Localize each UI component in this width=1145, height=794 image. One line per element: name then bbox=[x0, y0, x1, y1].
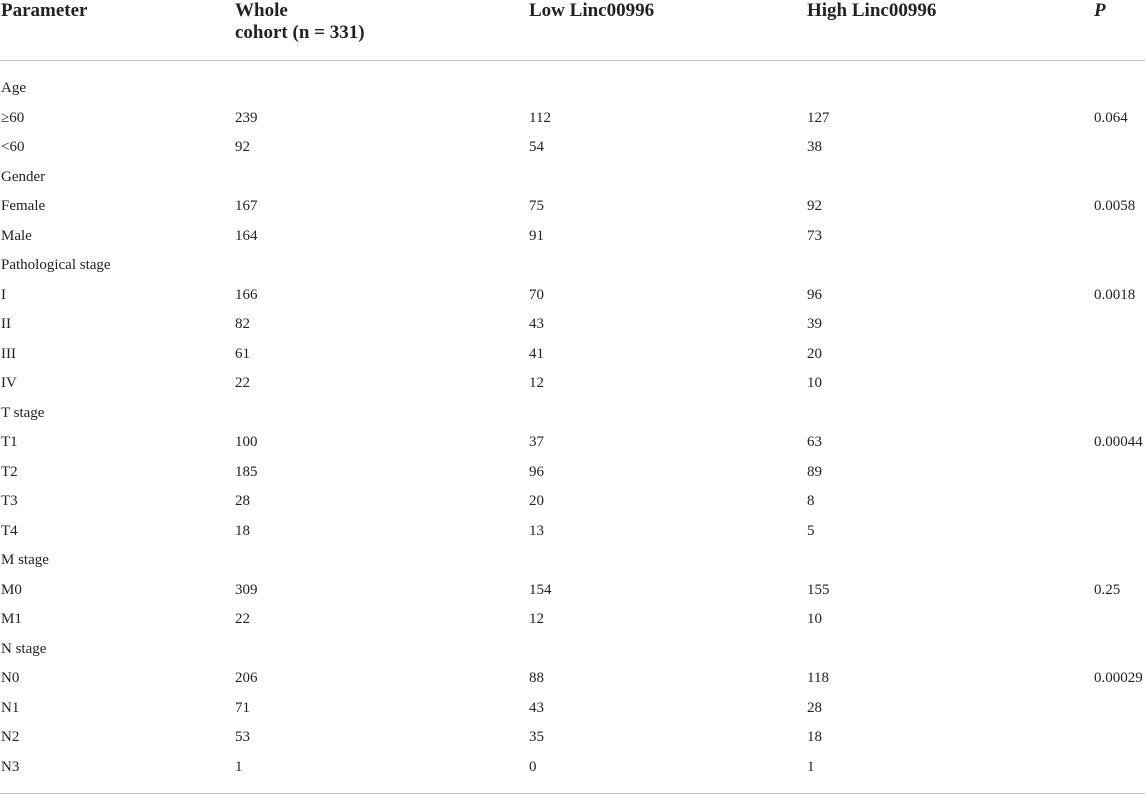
table-row bbox=[0, 428, 1145, 458]
low-linc00996-cell: 37 bbox=[529, 434, 544, 450]
parameter-cell: T stage bbox=[1, 404, 45, 421]
parameter-cell: Gender bbox=[1, 168, 46, 185]
low-linc00996-cell: 154 bbox=[529, 581, 552, 598]
parameter-cell: Pathological stage bbox=[1, 257, 111, 273]
table-row bbox=[0, 281, 1145, 311]
parameter-cell: Male bbox=[1, 227, 32, 244]
high-linc00996-cell: 63 bbox=[807, 434, 822, 450]
parameter-cell: ≥60 bbox=[1, 109, 25, 126]
whole-cohort-cell: 167 bbox=[235, 198, 258, 214]
low-linc00996-cell: 43 bbox=[529, 316, 544, 332]
table-row bbox=[0, 694, 1145, 724]
whole-cohort-cell: 206 bbox=[235, 670, 258, 686]
header-low-linc00996: Low Linc00996 bbox=[529, 0, 655, 21]
whole-cohort-cell: 28 bbox=[235, 493, 250, 509]
whole-cohort-cell: 1 bbox=[235, 758, 243, 775]
parameter-cell: III bbox=[1, 345, 16, 362]
table-row bbox=[0, 340, 1145, 370]
whole-cohort-cell: 239 bbox=[235, 109, 258, 126]
whole-cohort-cell: 82 bbox=[235, 316, 250, 332]
header-parameter: Parameter bbox=[1, 0, 88, 21]
parameter-cell: N2 bbox=[1, 729, 20, 745]
low-linc00996-cell: 12 bbox=[529, 611, 544, 627]
header-whole-line1: Whole bbox=[235, 0, 288, 21]
high-linc00996-cell: 10 bbox=[807, 375, 822, 391]
whole-cohort-cell: 309 bbox=[235, 581, 258, 598]
table-row bbox=[0, 723, 1145, 753]
low-linc00996-cell: 35 bbox=[529, 729, 544, 745]
whole-cohort-cell: 18 bbox=[235, 522, 250, 539]
parameter-cell: N1 bbox=[1, 699, 20, 716]
high-linc00996-cell: 1 bbox=[807, 758, 815, 775]
low-linc00996-cell: 41 bbox=[529, 345, 544, 362]
whole-cohort-cell: 53 bbox=[235, 729, 250, 745]
high-linc00996-cell: 18 bbox=[807, 729, 822, 745]
parameter-cell: T2 bbox=[1, 463, 18, 480]
low-linc00996-cell: 88 bbox=[529, 670, 544, 686]
table-row bbox=[0, 192, 1145, 222]
parameter-cell: N3 bbox=[1, 758, 20, 775]
parameter-cell: N stage bbox=[1, 640, 47, 657]
table-row bbox=[0, 753, 1145, 783]
table-body bbox=[0, 74, 1145, 782]
table-row bbox=[0, 399, 1145, 429]
low-linc00996-cell: 112 bbox=[529, 109, 551, 126]
p-value-cell: 0.0018 bbox=[1094, 286, 1136, 303]
table-row bbox=[0, 163, 1145, 193]
high-linc00996-cell: 96 bbox=[807, 286, 822, 303]
parameter-cell: M stage bbox=[1, 552, 49, 568]
low-linc00996-cell: 91 bbox=[529, 227, 544, 244]
high-linc00996-cell: 92 bbox=[807, 198, 822, 214]
table-row bbox=[0, 635, 1145, 665]
parameter-cell: II bbox=[1, 316, 11, 332]
high-linc00996-cell: 127 bbox=[807, 109, 830, 126]
parameter-cell: N0 bbox=[1, 670, 20, 686]
table-row bbox=[0, 546, 1145, 576]
p-value-cell: 0.064 bbox=[1094, 109, 1128, 126]
high-linc00996-cell: 5 bbox=[807, 522, 815, 539]
table-row bbox=[0, 104, 1145, 134]
header-whole-line2: cohort (n = 331) bbox=[235, 22, 365, 43]
table-row bbox=[0, 310, 1145, 340]
whole-cohort-cell: 164 bbox=[235, 227, 258, 244]
low-linc00996-cell: 43 bbox=[529, 699, 544, 716]
whole-cohort-cell: 166 bbox=[235, 286, 258, 303]
parameter-cell: T1 bbox=[1, 434, 18, 450]
parameter-cell: T4 bbox=[1, 522, 18, 539]
low-linc00996-cell: 96 bbox=[529, 463, 544, 480]
whole-cohort-cell: 185 bbox=[235, 463, 258, 480]
parameter-cell: <60 bbox=[1, 139, 25, 155]
whole-cohort-cell: 92 bbox=[235, 139, 250, 155]
table-row bbox=[0, 251, 1145, 281]
high-linc00996-cell: 38 bbox=[807, 139, 822, 155]
table-row bbox=[0, 74, 1145, 104]
high-linc00996-cell: 155 bbox=[807, 581, 830, 598]
high-linc00996-cell: 73 bbox=[807, 227, 822, 244]
table-row bbox=[0, 517, 1145, 547]
high-linc00996-cell: 8 bbox=[807, 493, 815, 509]
p-value-cell: 0.0058 bbox=[1094, 198, 1136, 214]
whole-cohort-cell: 61 bbox=[235, 345, 250, 362]
parameter-cell: T3 bbox=[1, 493, 18, 509]
low-linc00996-cell: 12 bbox=[529, 375, 544, 391]
header-high-linc00996: High Linc00996 bbox=[807, 0, 937, 21]
parameter-cell: M0 bbox=[1, 581, 22, 598]
parameter-cell: M1 bbox=[1, 611, 22, 627]
table-row bbox=[0, 458, 1145, 488]
high-linc00996-cell: 89 bbox=[807, 463, 822, 480]
table-row bbox=[0, 576, 1145, 606]
low-linc00996-cell: 70 bbox=[529, 286, 544, 303]
p-value-cell: 0.00044 bbox=[1094, 434, 1143, 450]
high-linc00996-cell: 39 bbox=[807, 316, 822, 332]
whole-cohort-cell: 22 bbox=[235, 375, 250, 391]
parameter-cell: Female bbox=[1, 198, 46, 214]
parameter-cell: Age bbox=[1, 80, 26, 96]
whole-cohort-cell: 71 bbox=[235, 699, 250, 716]
high-linc00996-cell: 118 bbox=[807, 670, 829, 686]
low-linc00996-cell: 54 bbox=[529, 139, 544, 155]
whole-cohort-cell: 22 bbox=[235, 611, 250, 627]
low-linc00996-cell: 75 bbox=[529, 198, 544, 214]
header-p-value: P bbox=[1094, 0, 1106, 21]
low-linc00996-cell: 20 bbox=[529, 493, 544, 509]
p-value-cell: 0.25 bbox=[1094, 581, 1121, 598]
low-linc00996-cell: 13 bbox=[529, 522, 544, 539]
parameter-cell: I bbox=[1, 286, 6, 303]
p-value-cell: 0.00029 bbox=[1094, 670, 1143, 686]
table-header bbox=[0, 0, 1145, 61]
table-row bbox=[0, 605, 1145, 635]
high-linc00996-cell: 10 bbox=[807, 611, 822, 627]
table-row bbox=[0, 664, 1145, 694]
table-row bbox=[0, 133, 1145, 163]
high-linc00996-cell: 20 bbox=[807, 345, 822, 362]
table-row bbox=[0, 369, 1145, 399]
low-linc00996-cell: 0 bbox=[529, 758, 537, 775]
whole-cohort-cell: 100 bbox=[235, 434, 258, 450]
parameter-cell: IV bbox=[1, 375, 17, 391]
table-row bbox=[0, 487, 1145, 517]
table-row bbox=[0, 222, 1145, 252]
high-linc00996-cell: 28 bbox=[807, 699, 822, 716]
header-whole-cohort bbox=[235, 0, 365, 44]
